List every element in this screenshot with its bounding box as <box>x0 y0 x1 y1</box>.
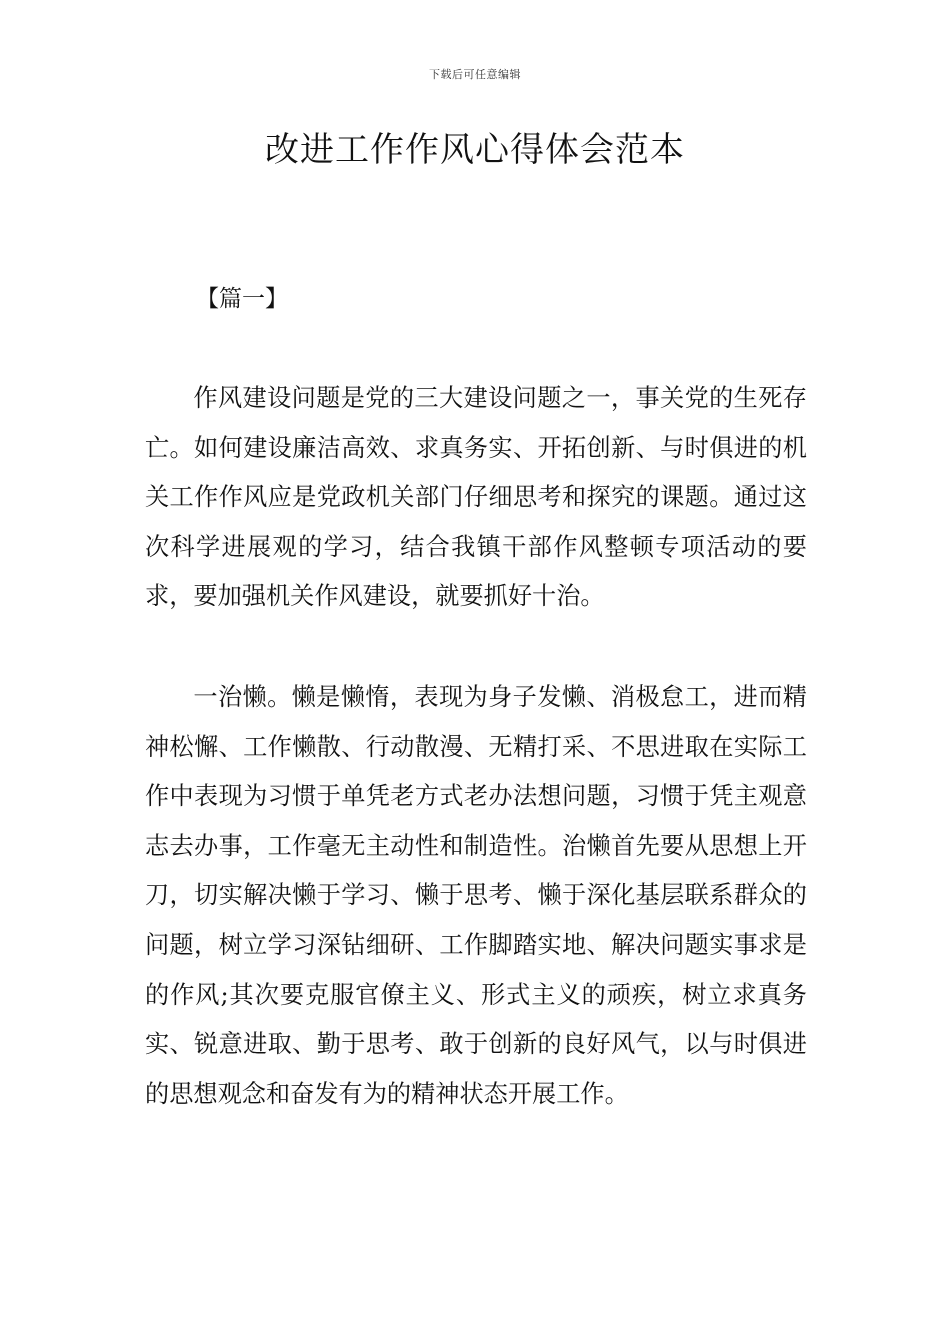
paragraph: 作风建设问题是党的三大建设问题之一，事关党的生死存亡。如何建设廉洁高效、求真务实、开拓创新、与时俱进的机关工作作风应是党政机关部门仔细思考和探究的课题。通过这次科学进展观的学习，结合我镇干部作风整顿专项活动的要求，要加强机关作风建设，就要抓好十治。 <box>145 384 807 611</box>
section-label: 【篇一】 <box>196 286 288 312</box>
paragraph: 一治懒。懒是懒惰，表现为身子发懒、消极怠工，进而精神松懈、工作懒散、行动散漫、无精打采、不思进取在实际工作中表现为习惯于单凭老方式老办法想问题，习惯于凭主观意志去办事，工作毫无主动性和制造性。治懒首先要从思想上开刀，切实解决懒于学习、懒于思考、懒于深化基层联系群众的问题，树立学习深钻细研、工作脚踏实地、解决问题实事求是的作风;其次要克服官僚主义、形式主义的顽疾，树立求真务实、锐意进取、勤于思考、敢于创新的良好风气，以与时俱进的思想观念和奋发有为的精神状态开展工作。 <box>145 683 807 1108</box>
document-title: 改进工作作风心得体会范本 <box>265 130 685 170</box>
header-note: 下载后可任意编辑 <box>429 68 521 81</box>
